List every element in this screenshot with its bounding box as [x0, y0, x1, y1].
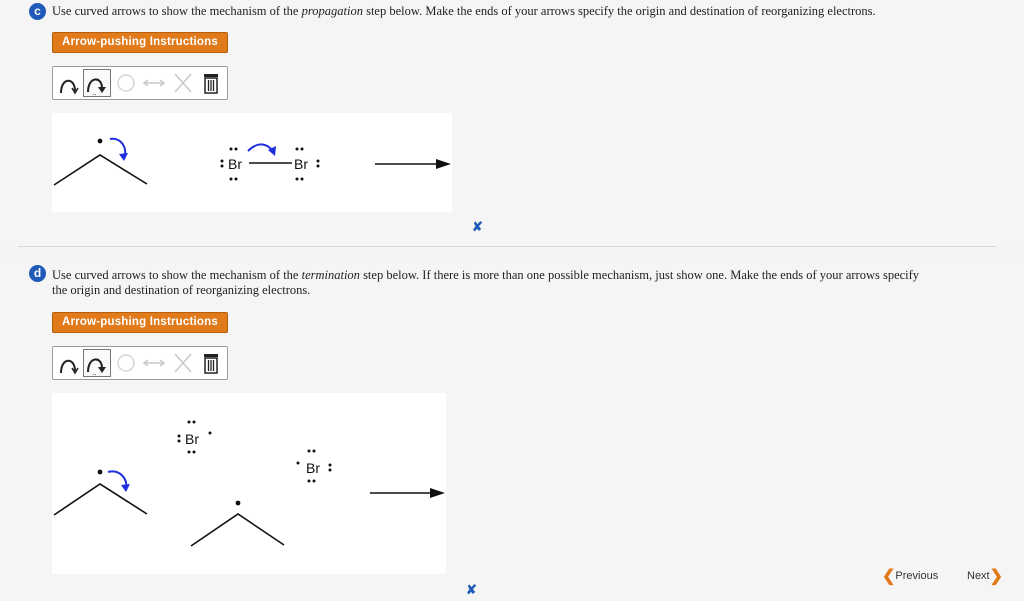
- incorrect-mark: ✘: [466, 582, 477, 597]
- double-curved-arrow-tool[interactable]: [55, 349, 82, 377]
- reaction-canvas-d[interactable]: [52, 393, 446, 574]
- incorrect-mark: ✘: [472, 219, 483, 234]
- br-atom-left: Br: [228, 156, 242, 172]
- single-curved-arrow-tool[interactable]: [83, 349, 111, 377]
- delete-tool[interactable]: [171, 69, 195, 97]
- svg-text:..: ..: [92, 368, 97, 376]
- resonance-arrow-icon: [139, 349, 169, 377]
- arrow-pushing-instructions-button[interactable]: Arrow-pushing Instructions: [52, 312, 228, 333]
- trash-icon: [199, 349, 223, 377]
- next-label: Next: [967, 569, 990, 582]
- chevron-left-icon: ❮: [882, 568, 896, 585]
- part-c-section: [0, 0, 1024, 246]
- trash-icon: [199, 69, 223, 97]
- termination-reaction-drawing: [52, 393, 446, 574]
- prompt-text: Use curved arrows to show the mechanism of the: [52, 4, 302, 18]
- curved-arrow-double-icon: [55, 349, 82, 377]
- double-curved-arrow-tool[interactable]: [55, 69, 82, 97]
- single-curved-arrow-tool[interactable]: [83, 69, 111, 97]
- br-atom-right: Br: [294, 156, 308, 172]
- delete-tool[interactable]: [171, 349, 195, 377]
- curved-arrow-single-icon: [84, 350, 110, 376]
- part-d-prompt: [52, 268, 1012, 298]
- part-d-section: [0, 258, 1024, 601]
- prompt-text: the origin and destination of reorganizing electrons.: [52, 283, 311, 297]
- propagation-reaction-drawing: [52, 113, 452, 212]
- trash-tool[interactable]: [199, 69, 223, 97]
- ring-icon: [115, 349, 137, 377]
- x-delete-icon: [171, 349, 195, 377]
- x-delete-icon: [171, 69, 195, 97]
- ring-tool[interactable]: [115, 349, 137, 377]
- prompt-text: step below. Make the ends of your arrows specify the origin and destination of reorganizing electrons.: [362, 4, 876, 18]
- resonance-arrow-tool[interactable]: [139, 69, 169, 97]
- chevron-right-icon: ❯: [989, 568, 1004, 585]
- prompt-text: step below. If there is more than one possible mechanism, just show one. Make the ends of your arrows specify: [359, 268, 920, 282]
- arrow-toolbar: [52, 346, 228, 380]
- svg-text:..: ..: [92, 88, 97, 96]
- prompt-italic: propagation: [301, 4, 363, 18]
- part-d-badge: d: [29, 265, 46, 282]
- part-c-prompt: [52, 4, 1012, 19]
- reaction-canvas-c[interactable]: [52, 113, 452, 212]
- section-divider: [18, 246, 996, 247]
- br-radical-2: Br: [306, 460, 320, 476]
- resonance-arrow-icon: [139, 69, 169, 97]
- ring-icon: [115, 69, 137, 97]
- ring-tool[interactable]: [115, 69, 137, 97]
- previous-label: Previous: [895, 569, 939, 582]
- arrow-toolbar: [52, 66, 228, 100]
- previous-button[interactable]: [882, 566, 938, 586]
- part-c-badge: c: [29, 3, 46, 20]
- resonance-arrow-tool[interactable]: [139, 349, 169, 377]
- next-button[interactable]: [967, 566, 1003, 586]
- curved-arrow-double-icon: [55, 69, 82, 97]
- br-radical-1: Br: [185, 431, 199, 447]
- arrow-pushing-instructions-button[interactable]: Arrow-pushing Instructions: [52, 32, 228, 53]
- curved-arrow-single-icon: [84, 70, 110, 96]
- prompt-italic: termination: [301, 268, 360, 282]
- trash-tool[interactable]: [199, 349, 223, 377]
- prompt-text: Use curved arrows to show the mechanism of the: [52, 268, 302, 282]
